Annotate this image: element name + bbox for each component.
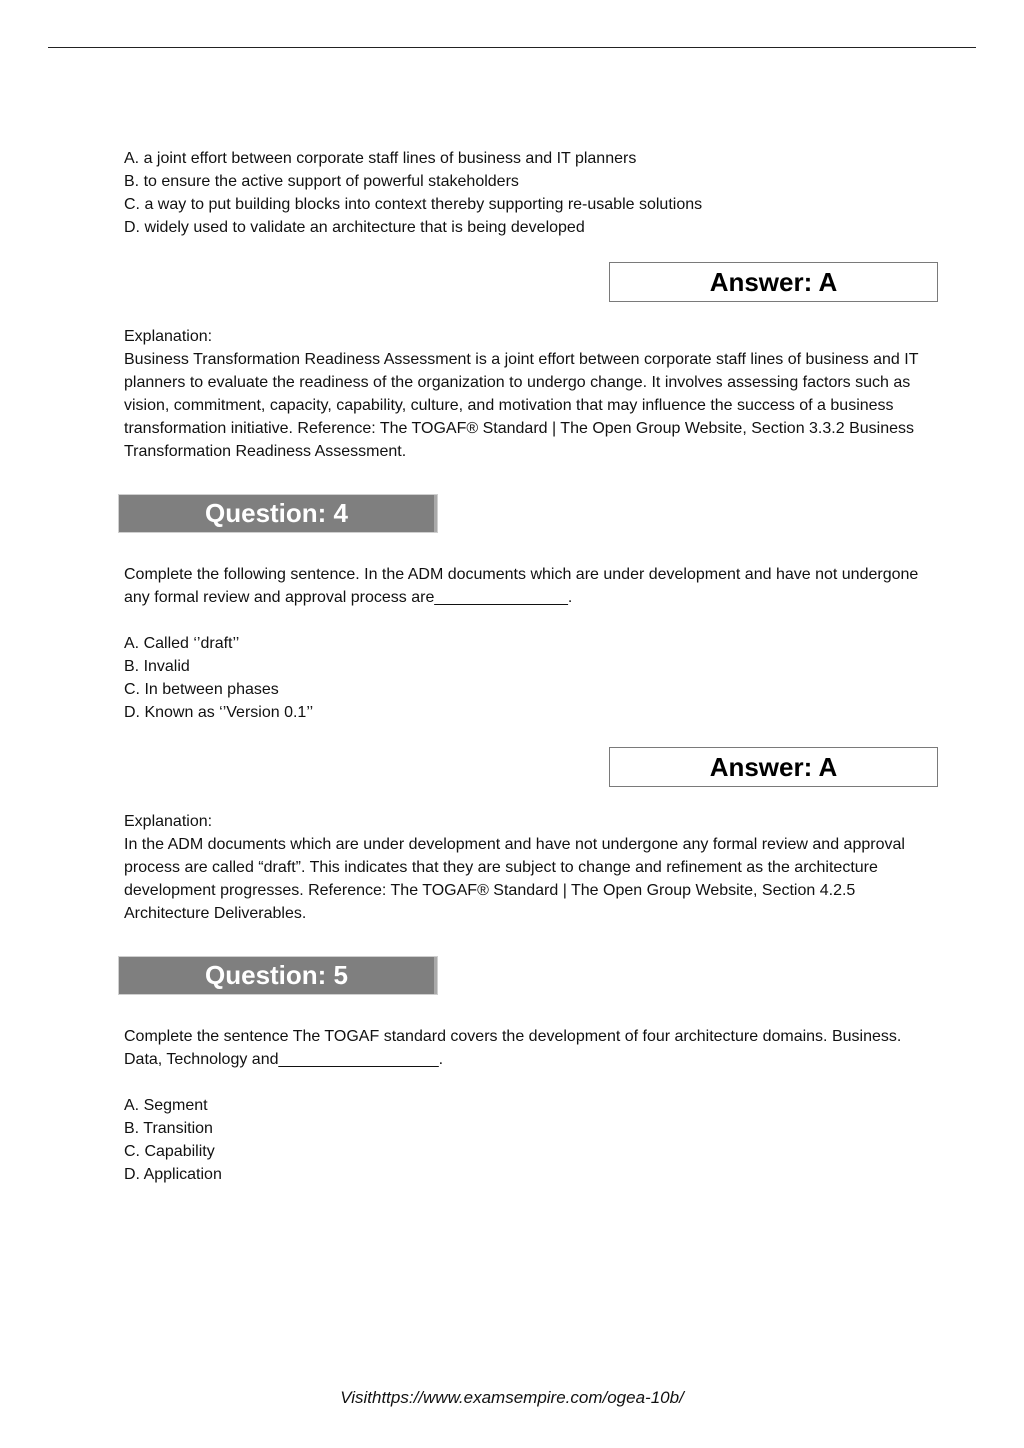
q4-option-c: C. In between phases [124, 681, 279, 698]
q4-options [124, 632, 934, 724]
q5-option-d: D. Application [124, 1166, 222, 1183]
question-4-title: Question: 4 [205, 498, 349, 528]
q4-explanation-label: Explanation: [124, 813, 213, 830]
q5-option-a: A. Segment [124, 1097, 208, 1114]
q3-option-b: B. to ensure the active support of powerful stakeholders [124, 173, 519, 190]
q3-explanation-label: Explanation: [124, 328, 213, 345]
footer-link[interactable]: Visithttps://www.examsempire.com/ogea-10b/ [340, 1388, 684, 1407]
q4-explanation-text: In the ADM documents which are under development and have not undergone any formal review and approval process are called “draft”. This indicates that they are subject to change and refinement as the architecture development progresses. Reference: The TOGAF® Standard | The Open Group Website, Section 4.2.5 Architecture Deliverables. [124, 836, 905, 922]
q5-prompt [124, 1025, 934, 1071]
question-4-header [118, 494, 438, 533]
q4-explanation [124, 810, 934, 925]
q3-explanation [124, 325, 934, 463]
q4-answer-box: Answer: A [609, 747, 938, 787]
q3-option-a: A. a joint effort between corporate staff lines of business and IT planners [124, 150, 637, 167]
q3-answer-box: Answer: A [609, 262, 938, 302]
q4-option-a: A. Called ‘’draft’’ [124, 635, 240, 652]
q4-prompt [124, 563, 934, 609]
q3-explanation-text: Business Transformation Readiness Assessment is a joint effort between corporate staff lines of business and IT planners to evaluate the readiness of the organization to undergo change. It involves assessing factors such as vision, commitment, capacity, capability, culture, and motivation that may influence the success of a business transformation initiative. Reference: The TOGAF® Standard | The Open Group Website, Section 3.3.2 Business Transformation Readiness Assessment. [124, 351, 919, 460]
question-5-title: Question: 5 [205, 960, 349, 990]
q4-option-b: B. Invalid [124, 658, 190, 675]
q5-option-c: C. Capability [124, 1143, 215, 1160]
question-5-header [118, 956, 438, 995]
header-rule [48, 47, 976, 48]
q3-option-d: D. widely used to validate an architecture that is being developed [124, 219, 585, 236]
q5-options [124, 1094, 934, 1186]
q3-option-c: C. a way to put building blocks into context thereby supporting re-usable solutions [124, 196, 703, 213]
q4-prompt-text: Complete the following sentence. In the ADM documents which are under development and have not undergone any formal review and approval process are_______________. [124, 566, 919, 606]
q4-option-d: D. Known as ‘’Version 0.1’’ [124, 704, 314, 721]
q5-prompt-text: Complete the sentence The TOGAF standard covers the development of four architecture domains. Business. Data, Technology and__________________. [124, 1028, 902, 1068]
q5-option-b: B. Transition [124, 1120, 213, 1137]
q3-options [124, 147, 934, 239]
